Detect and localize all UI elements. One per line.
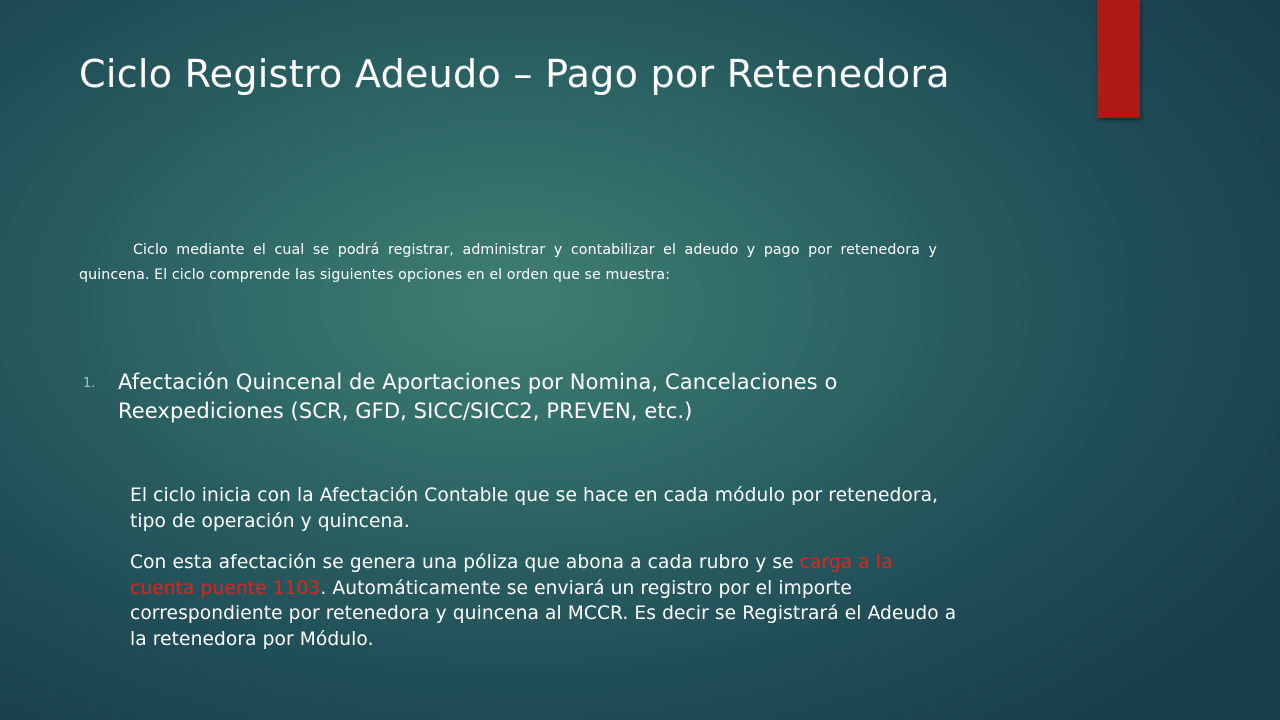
slide-title: Ciclo Registro Adeudo – Pago por Retenedora — [79, 52, 950, 96]
red-accent-tab — [1097, 0, 1140, 118]
intro-paragraph: Ciclo mediante el cual se podrá registrar, administrar y contabilizar el adeudo y pago por retenedora y quincena. El ciclo comprende las siguientes opciones en el orden que se muestra: — [79, 242, 937, 283]
paragraph-2-text-start: Con esta afectación se genera una póliza que abona a cada rubro y se — [130, 552, 800, 573]
paragraph-2-text-end: . Automáticamente se enviará un registro por el importe correspondiente por retenedora y quincena al MCCR. Es decir se Registrará el Adeudo a la retenedora por Módulo. — [130, 577, 957, 650]
description-paragraph-2 — [130, 550, 960, 652]
description-paragraph-1: El ciclo inicia con la Afectación Contable que se hace en cada módulo por retenedora, tipo de operación y quincena. — [130, 485, 939, 532]
list-item-heading: Afectación Quincenal de Aportaciones por Nomina, Cancelaciones o Reexpediciones (SCR, GFD, SICC/SICC2, PREVEN, etc.) — [118, 370, 838, 423]
highlighted-account-text: carga a la cuenta puente 1103 — [130, 552, 893, 599]
list-item-number: 1. — [83, 376, 96, 391]
